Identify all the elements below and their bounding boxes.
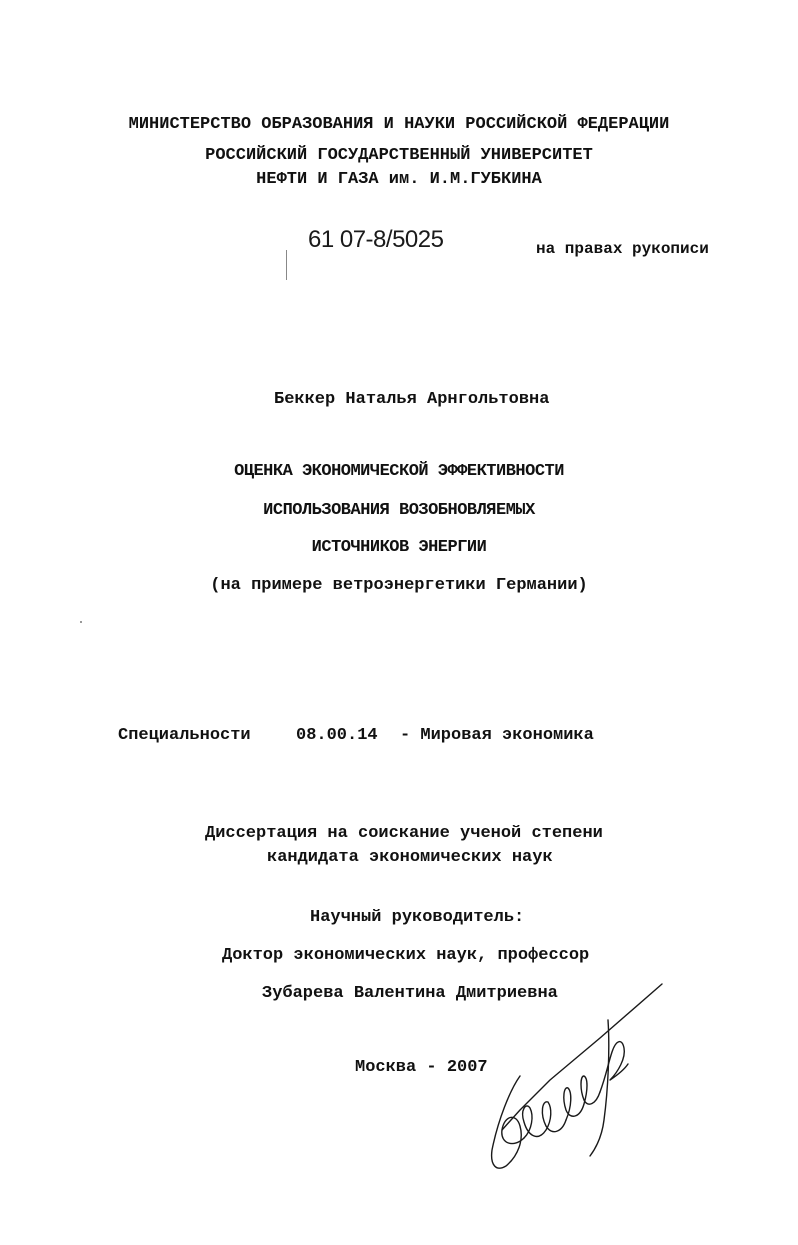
author-name: Беккер Наталья Арнгольтовна: [274, 390, 550, 409]
signature-stroke-5: [600, 1042, 628, 1092]
scan-mark: [286, 250, 287, 280]
specialty-name: - Мировая экономика: [400, 726, 594, 745]
signature-stroke-4: [564, 1076, 600, 1120]
university-name-line2: НЕФТИ И ГАЗА им. И.М.ГУБКИНА: [256, 170, 542, 189]
city-year: Москва - 2007: [355, 1058, 488, 1077]
title-line-1: ОЦЕНКА ЭКОНОМИЧЕСКОЙ ЭФФЕКТИВНОСТИ: [234, 462, 564, 481]
scan-speck: [80, 621, 82, 623]
ministry-heading: МИНИСТЕРСТВО ОБРАЗОВАНИЯ И НАУКИ РОССИЙСКОЙ ФЕДЕРАЦИИ: [128, 115, 670, 134]
title-line-2: ИСПОЛЬЗОВАНИЯ ВОЗОБНОВЛЯЕМЫХ: [263, 501, 535, 520]
university-name-line1: РОССИЙСКИЙ ГОСУДАРСТВЕННЫЙ УНИВЕРСИТЕТ: [205, 146, 593, 165]
rights-note: на правах рукописи: [536, 240, 709, 258]
signature-stroke-3: [523, 1102, 566, 1138]
signature-image: [480, 980, 670, 1180]
advisor-label: Научный руководитель:: [310, 908, 525, 927]
archive-number: 61 07-8/5025: [308, 226, 444, 253]
advisor-title: Доктор экономических наук, профессор: [222, 946, 590, 965]
title-subtitle: (на примере ветроэнергетики Германии): [210, 576, 588, 595]
signature-stroke-2: [492, 1076, 524, 1168]
specialty-label: Специальности: [118, 726, 251, 745]
degree-line-1: Диссертация на соискание ученой степени: [205, 824, 603, 843]
specialty-code: 08.00.14: [296, 726, 378, 745]
title-line-3: ИСТОЧНИКОВ ЭНЕРГИИ: [311, 538, 487, 557]
signature-stroke-6: [590, 1020, 609, 1156]
advisor-name: Зубарева Валентина Дмитриевна: [262, 984, 558, 1003]
degree-line-2: кандидата экономических наук: [267, 848, 553, 867]
